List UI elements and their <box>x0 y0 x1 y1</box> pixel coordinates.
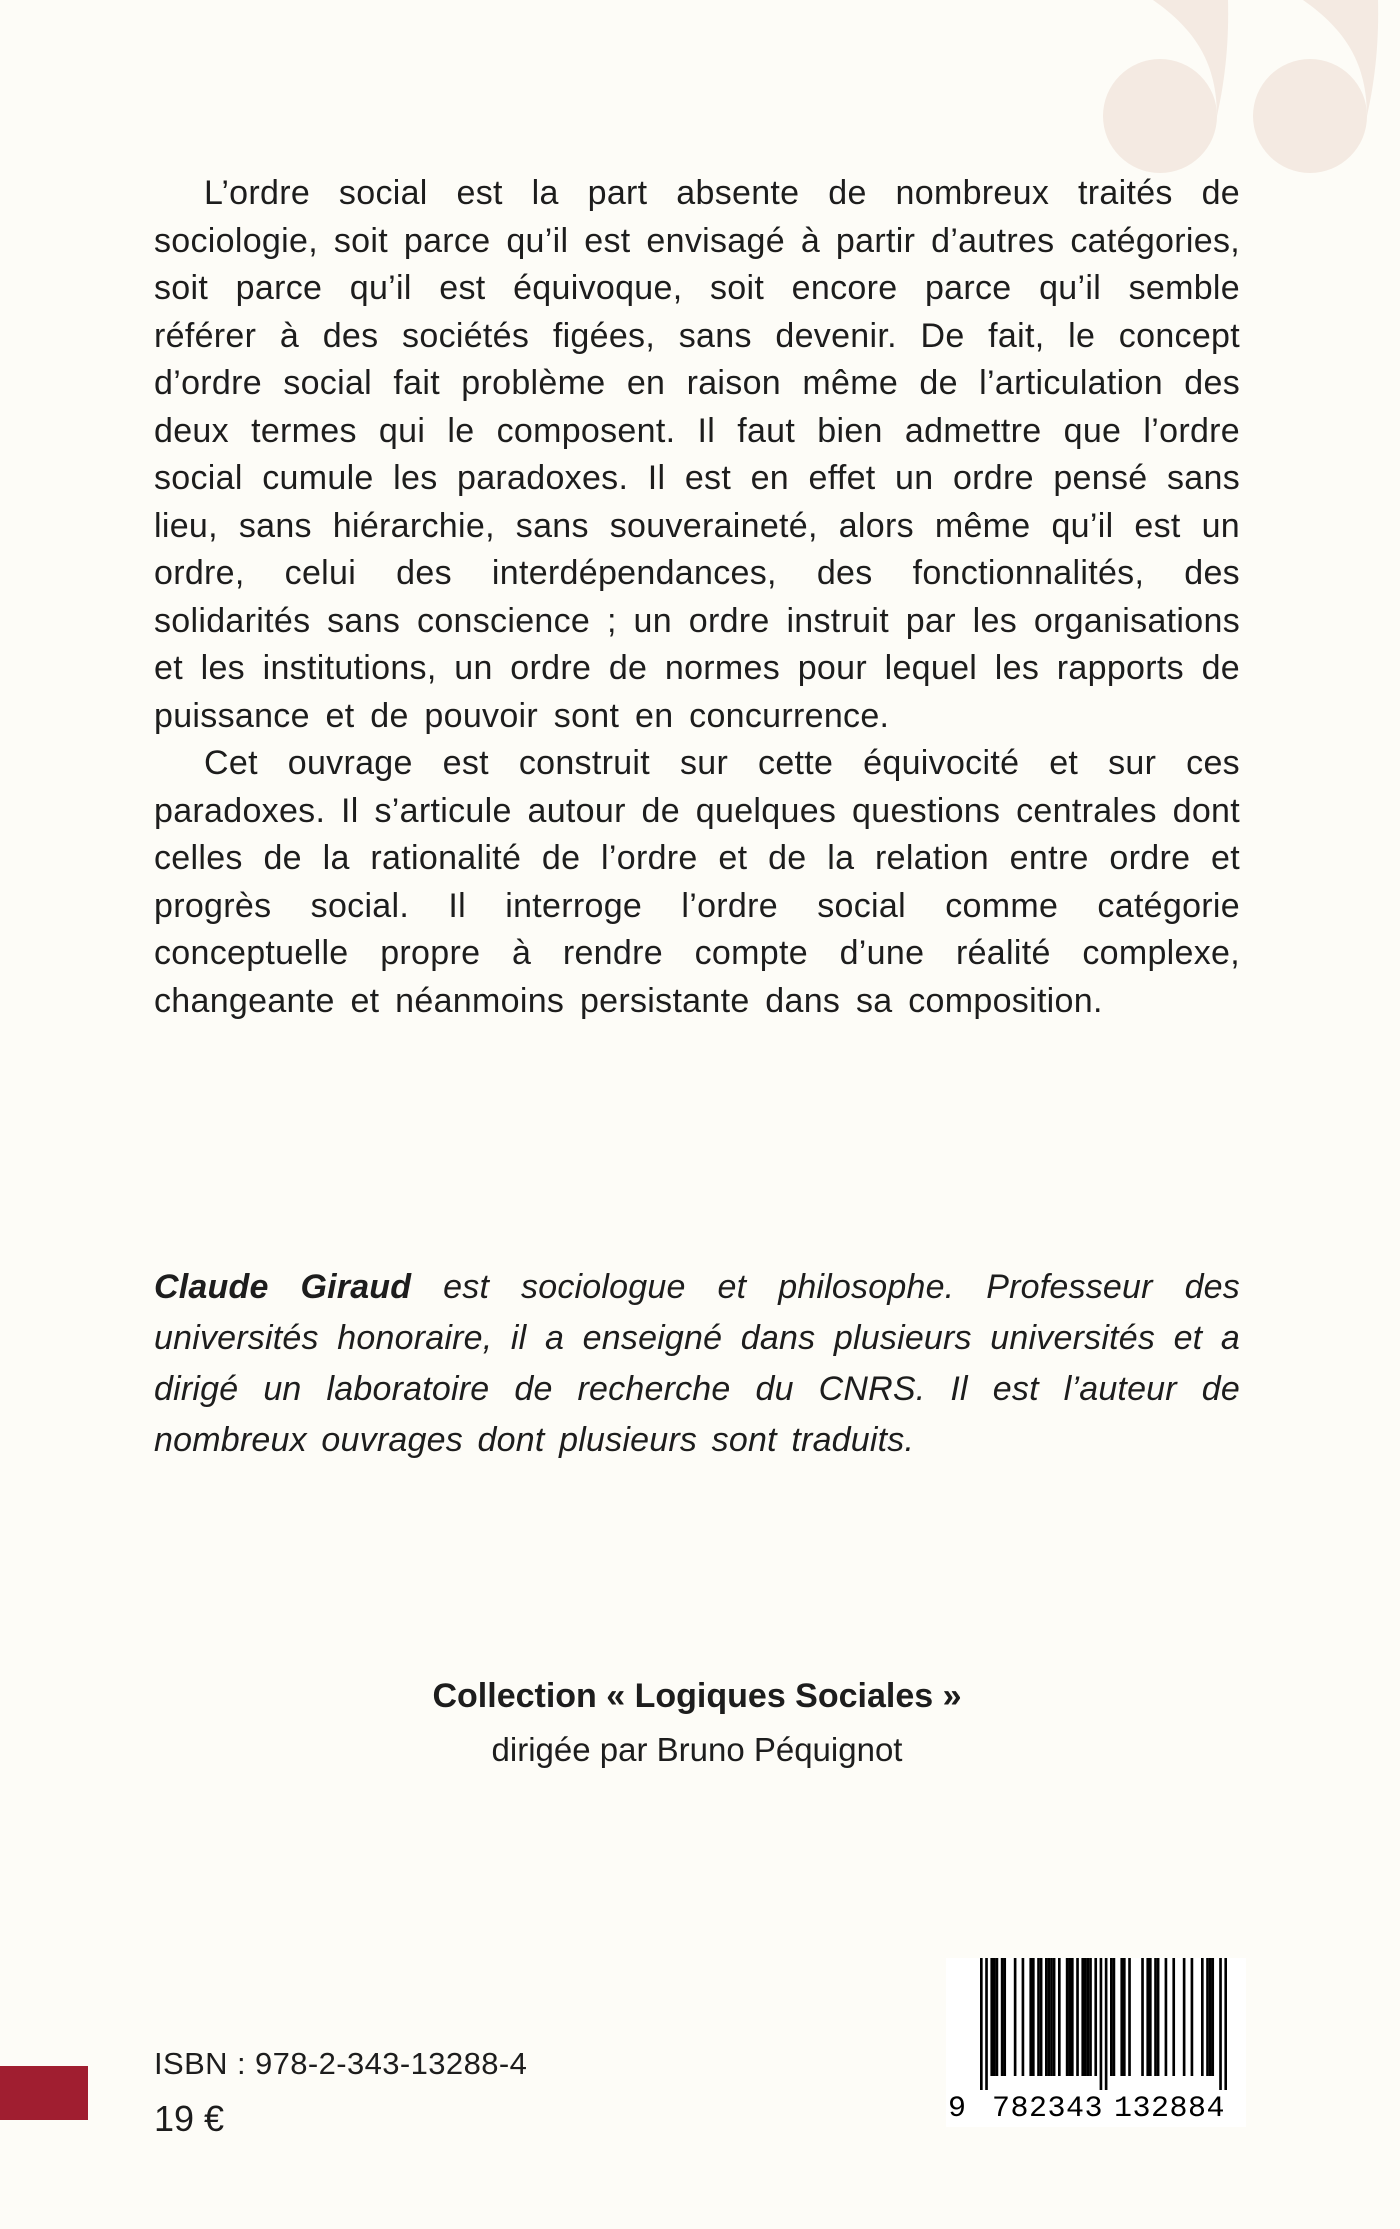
price-text: 19 € <box>154 2098 225 2139</box>
barcode-digits-left: 782343 <box>992 2092 1104 2126</box>
author-name: Claude Giraud <box>154 1268 412 1306</box>
red-accent-block <box>0 2066 88 2120</box>
barcode-digit-lead: 9 <box>948 2092 967 2126</box>
synopsis-paragraph-1: L’ordre social est la part absente de nombreux traités de sociologie, soit parce qu’il est envisagé à partir d’autres catégories, soit parce qu’il est équivoque, soit encore parce qu’il semble référer à des sociétés figées, sans devenir. De fait, le concept d’ordre social fait problème en raison même de l’articulation des deux termes qui le composent. Il faut bien admettre que l’ordre social cumule les paradoxes. Il est en effet un ordre pensé sans lieu, sans hiérarchie, sans souveraineté, alors même qu’il est un ordre, celui des interdépendances, des fonctionnalités, des solidarités sans conscience ; un ordre instruit par les organisations et les institutions, un ordre de normes pour lequel les rapports de puissance et de pouvoir sont en concurrence. <box>154 174 1240 735</box>
collection-block <box>154 1676 1240 1769</box>
synopsis-paragraph-2: Cet ouvrage est construit sur cette équivocité et sur ces paradoxes. Il s’articule autour de quelques questions centrales dont celles de la rationalité de l’ordre et de la relation entre ordre et progrès social. Il interroge l’ordre social comme catégorie conceptuelle propre à rendre compte d’une réalité complexe, changeante et néanmoins persistante dans sa composition. <box>154 744 1240 1020</box>
author-bio <box>154 1262 1240 1466</box>
barcode-digits-right: 132884 <box>1114 2092 1226 2126</box>
barcode-digits <box>946 2091 1246 2127</box>
collection-title: Collection « Logiques Sociales » <box>432 1677 962 1715</box>
barcode <box>946 1958 1246 2127</box>
collection-director: dirigée par Bruno Péquignot <box>491 1730 903 1768</box>
synopsis <box>154 170 1240 1025</box>
quote-icon <box>1098 0 1380 175</box>
isbn-text: ISBN : 978-2-343-13288-4 <box>154 2046 528 2081</box>
author-bio-text: est sociologue et philosophe. Professeur des universités honoraire, il a enseigné dans plusieurs universités et a dirigé un laboratoire de recherche du CNRS. Il est l’auteur de nombreux ouvrages dont plusieurs sont traduits. <box>154 1268 1240 1459</box>
barcode-bars <box>980 1958 1227 2090</box>
